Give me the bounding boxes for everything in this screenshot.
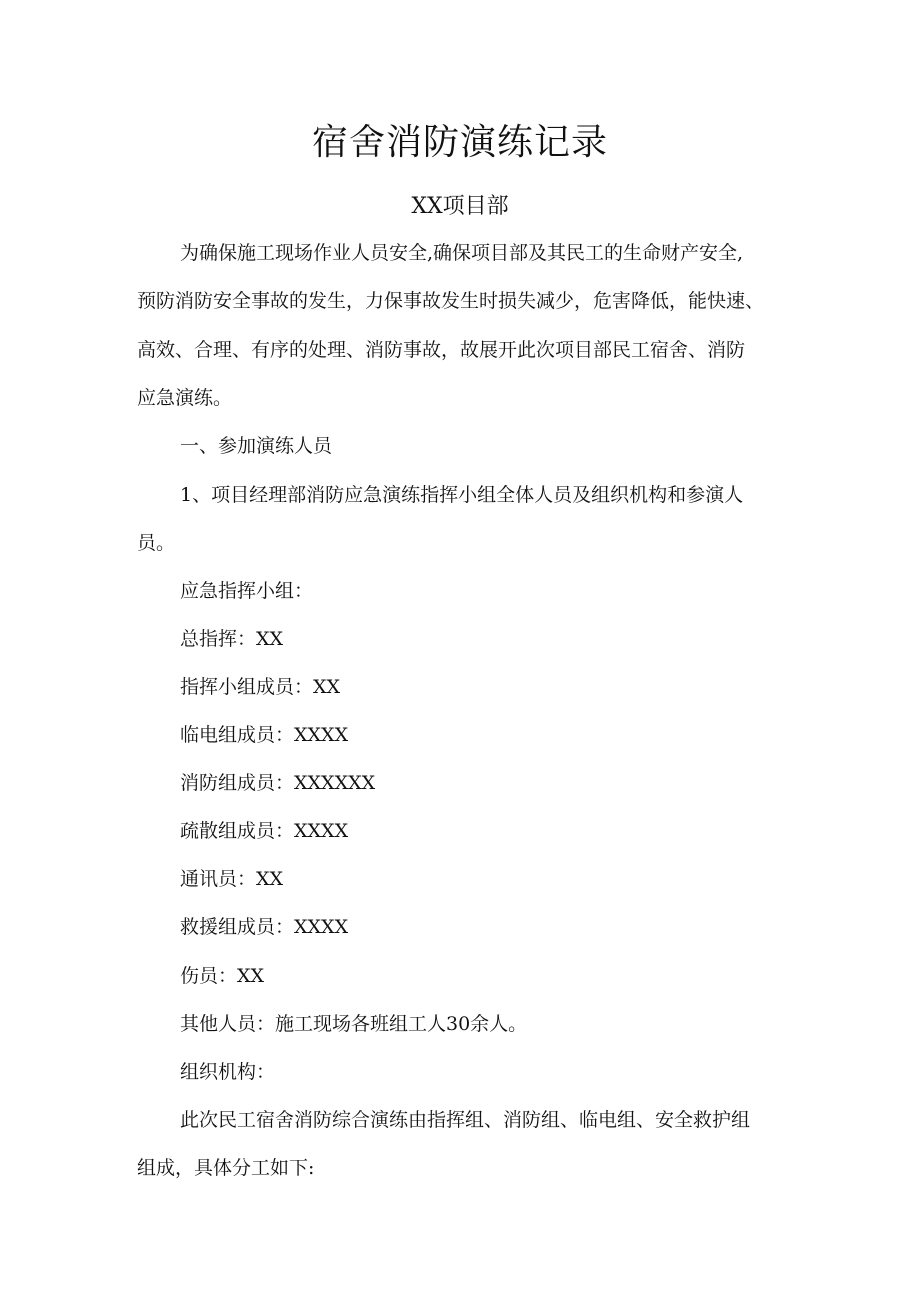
- intro-line-1: 为确保施工现场作业人员安全,确保项目部及其民工的生命财产安全,: [180, 242, 744, 264]
- item-1-line-2: 员。: [137, 532, 176, 554]
- roster-item-command-members: 指挥小组成员：XX: [180, 676, 341, 698]
- organization-line-2: 组成，具体分工如下:: [137, 1157, 315, 1179]
- section-1-heading: 一、参加演练人员: [180, 435, 333, 457]
- document-title: 宿舍消防演练记录: [311, 122, 608, 163]
- roster-item-injured: 伤员：XX: [180, 965, 265, 987]
- organization-line-1: 此次民工宿舍消防综合演练由指挥组、消防组、临电组、安全救护组: [180, 1109, 751, 1131]
- intro-line-2: 预防消防安全事故的发生，力保事故发生时损失减少，危害降低，能快速、: [137, 290, 765, 312]
- roster-item-communicator: 通讯员：XX: [180, 868, 284, 890]
- roster-item-rescue-team: 救援组成员：XXXX: [180, 916, 349, 938]
- intro-line-3: 高效、合理、有序的处理、消防事故，故展开此次项目部民工宿舍、消防: [137, 339, 746, 361]
- organization-label: 组织机构：: [180, 1061, 276, 1083]
- roster-item-evacuation-team: 疏散组成员：XXXX: [180, 820, 349, 842]
- command-group-label: 应急指挥小组：: [180, 580, 314, 602]
- roster-item-fire-team: 消防组成员：XXXXXX: [180, 772, 376, 794]
- item-1-line-1: 1、项目经理部消防应急演练指挥小组全体人员及组织机构和参演人: [180, 484, 744, 506]
- roster-item-commander: 总指挥：XX: [180, 628, 284, 650]
- roster-item-electric-team: 临电组成员：XXXX: [180, 724, 349, 746]
- roster-item-others: 其他人员：施工现场各班组工人30余人。: [180, 1013, 528, 1035]
- document-subtitle: XX项目部: [411, 194, 509, 219]
- intro-line-4: 应急演练。: [137, 387, 233, 409]
